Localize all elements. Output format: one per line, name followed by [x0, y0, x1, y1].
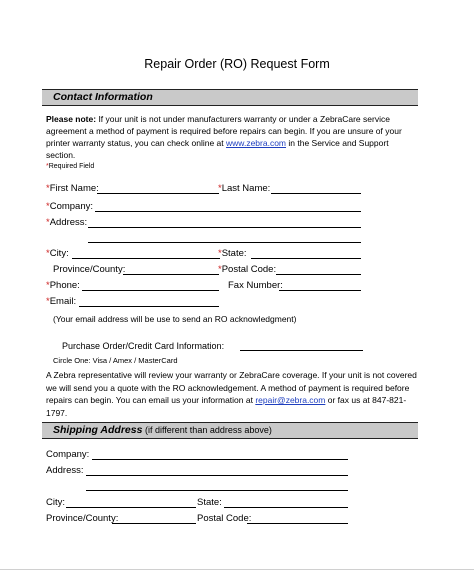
first-name-field[interactable]	[97, 193, 219, 194]
please-note-text: If your unit is not under manufacturers warranty or under a ZebraCare service agreement a method of payment is required before repairs can begin. If you are unsure of your printer warranty status, you can check online at	[46, 114, 402, 148]
ship-address-line2[interactable]	[86, 490, 348, 491]
page-title: Repair Order (RO) Request Form	[144, 57, 330, 71]
phone-label: *Phone:	[46, 280, 80, 291]
review-paragraph: A Zebra representative will review your warranty or ZebraCare coverage. If your unit is not covered we will send you a quote with the RO acknowledgement. A method of payment is required before repairs can begin. You can email us your information at repair@zebra.com or fax us at 847-821-1797.	[46, 370, 417, 418]
phone-field[interactable]	[82, 290, 219, 291]
contact-section-header	[42, 89, 418, 106]
ship-address-label: Address:	[46, 465, 84, 476]
required-field-note: *Required Field	[46, 163, 95, 170]
company-label: *Company:	[46, 201, 94, 212]
po-field[interactable]	[240, 350, 363, 351]
first-name-label: *First Name:	[46, 183, 99, 194]
fax-field[interactable]	[279, 290, 361, 291]
state-field[interactable]	[251, 258, 361, 259]
zebra-website-link[interactable]: www.zebra.com	[226, 138, 287, 148]
repair-email-link[interactable]: repair@zebra.com	[255, 395, 326, 405]
ship-company-label: Company:	[46, 449, 90, 460]
required-star: *	[46, 163, 49, 170]
contact-section-title: Contact Information	[53, 91, 153, 103]
ship-state-label: State:	[197, 497, 222, 508]
province-label: Province/County:	[53, 264, 126, 275]
postal-code-label: *Postal Code:	[218, 264, 277, 275]
address-field-line1[interactable]	[88, 227, 361, 228]
po-label: Purchase Order/Credit Card Information:	[62, 341, 225, 351]
please-note-paragraph	[46, 113, 418, 161]
company-field[interactable]	[95, 211, 361, 212]
shipping-section-header	[42, 422, 418, 439]
address-field-line2[interactable]	[88, 242, 361, 243]
email-label: *Email:	[46, 296, 77, 307]
shipping-section-title: Shipping Address (if different than address above)	[53, 424, 272, 436]
address-label: *Address:	[46, 217, 88, 228]
postal-code-field[interactable]	[276, 274, 361, 275]
last-name-label: *Last Name:	[218, 183, 271, 194]
please-note-end: in the Service and Support section.	[46, 138, 389, 160]
ship-postal-label: Postal Code:	[197, 513, 252, 524]
city-field[interactable]	[72, 258, 220, 259]
page-bottom-divider	[0, 569, 474, 570]
state-label: *State:	[218, 248, 247, 259]
ship-city-field[interactable]	[66, 507, 196, 508]
fax-label: Fax Number:	[228, 280, 283, 291]
last-name-field[interactable]	[271, 193, 361, 194]
province-field[interactable]	[123, 274, 219, 275]
ship-state-field[interactable]	[224, 507, 348, 508]
ship-postal-field[interactable]	[247, 523, 348, 524]
email-note: (Your email address will be use to send an RO acknowledgment)	[53, 314, 297, 324]
city-label: *City:	[46, 248, 69, 259]
ship-company-field[interactable]	[92, 459, 348, 460]
ship-province-label: Province/County:	[46, 513, 119, 524]
ship-city-label: City:	[46, 497, 65, 508]
ship-address-line1[interactable]	[86, 475, 348, 476]
email-field[interactable]	[79, 306, 219, 307]
circle-one-text: Circle One: Visa / Amex / MasterCard	[53, 356, 178, 365]
please-note-label: Please note:	[46, 114, 97, 124]
ship-province-field[interactable]	[112, 523, 196, 524]
